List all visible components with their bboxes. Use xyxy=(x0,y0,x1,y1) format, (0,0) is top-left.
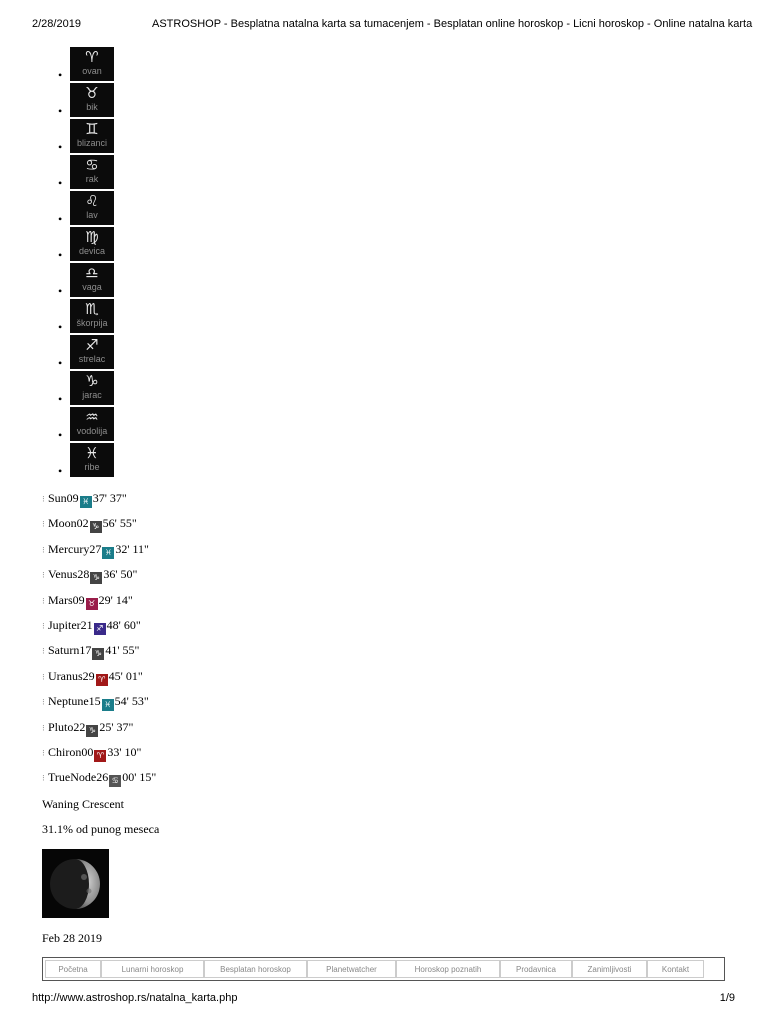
planet-row xyxy=(42,692,156,717)
planet-row xyxy=(42,743,156,768)
planet-degrees: 36' 50" xyxy=(103,567,138,582)
sign-icon: ♋ xyxy=(109,775,121,787)
planet-degrees: 45' 01" xyxy=(108,668,143,683)
moon-image xyxy=(42,849,109,918)
zodiac-link-strelac[interactable] xyxy=(70,335,114,369)
zodiac-link-vaga[interactable] xyxy=(70,263,114,297)
zodiac-label: bik xyxy=(86,102,98,112)
sign-icon: ♓ xyxy=(80,496,92,508)
planet-degrees: 29' 14" xyxy=(98,592,133,607)
zodiac-label: ovan xyxy=(82,66,102,76)
sign-icon: ♓ xyxy=(102,547,114,559)
planet-row xyxy=(42,540,156,565)
zodiac-label: ribe xyxy=(84,462,100,472)
planet-label: Chiron00 xyxy=(48,744,94,759)
planet-label: Mercury27 xyxy=(48,541,102,556)
planet-label: Venus28 xyxy=(48,567,90,582)
main-nav xyxy=(42,957,725,981)
taurus-icon: ♉ xyxy=(85,84,99,102)
nav-item[interactable]: Početna xyxy=(45,960,101,978)
print-footer xyxy=(0,988,768,1008)
zodiac-link-jarac[interactable] xyxy=(70,371,114,405)
sign-icon: ♑ xyxy=(90,521,102,533)
planet-row xyxy=(42,641,156,666)
sign-icon: ♐ xyxy=(94,623,106,635)
planet-image-placeholder-icon: ⁝ xyxy=(42,495,45,505)
planet-degrees: 00' 15" xyxy=(122,770,157,785)
zodiac-label: škorpija xyxy=(76,318,108,328)
page-url: http://www.astroshop.rs/natalna_karta.php xyxy=(32,992,238,1004)
libra-icon: ♎ xyxy=(85,264,99,282)
nav-item[interactable]: Planetwatcher xyxy=(307,960,396,978)
zodiac-link-ovan[interactable] xyxy=(70,47,114,81)
planet-row xyxy=(42,591,156,616)
planet-label: Jupiter21 xyxy=(48,617,93,632)
gemini-icon: ♊ xyxy=(85,120,99,138)
planet-image-placeholder-icon: ⁝ xyxy=(42,571,45,582)
pisces-icon: ♓ xyxy=(85,444,99,462)
moon-phase: Waning Crescent xyxy=(42,797,125,811)
planet-row xyxy=(42,667,156,692)
sign-icon: ♉ xyxy=(86,598,98,610)
planet-image-placeholder-icon: ⁝ xyxy=(42,520,45,531)
planet-image-placeholder-icon: ⁝ xyxy=(42,748,45,759)
sagittarius-icon: ♐ xyxy=(85,336,99,354)
planet-image-placeholder-icon: ⁝ xyxy=(42,698,45,709)
planet-degrees: 32' 11" xyxy=(115,541,149,556)
aries-icon: ♈ xyxy=(85,48,99,66)
planet-image-placeholder-icon: ⁝ xyxy=(42,621,45,632)
planet-image-placeholder-icon: ⁝ xyxy=(42,723,45,734)
scorpio-icon: ♏ xyxy=(85,300,99,318)
planet-label: Uranus29 xyxy=(48,668,95,683)
planet-degrees: 48' 60" xyxy=(106,617,141,632)
zodiac-link-škorpija[interactable] xyxy=(70,299,114,333)
planet-degrees: 25' 37" xyxy=(99,719,134,734)
planet-positions xyxy=(42,489,156,794)
zodiac-link-blizanci[interactable] xyxy=(70,119,114,153)
zodiac-link-lav[interactable] xyxy=(70,191,114,225)
zodiac-label: rak xyxy=(85,174,99,184)
page-title: ASTROSHOP - Besplatna natalna karta sa tumacenjem - Besplatan online horoskop - Licni horoskop - Online natalna karta xyxy=(152,18,753,30)
sign-icon: ♑ xyxy=(90,572,102,584)
zodiac-link-devica[interactable] xyxy=(70,227,114,261)
planet-row xyxy=(42,768,156,793)
zodiac-label: vaga xyxy=(82,282,102,292)
zodiac-label: strelac xyxy=(78,354,106,364)
planet-image-placeholder-icon: ⁝ xyxy=(42,596,45,607)
zodiac-label: devica xyxy=(78,246,105,256)
zodiac-link-rak[interactable] xyxy=(70,155,114,189)
planet-image-placeholder-icon: ⁝ xyxy=(42,672,45,683)
planet-row xyxy=(42,718,156,743)
planet-row xyxy=(42,514,156,539)
print-header xyxy=(0,0,768,40)
print-date: 2/28/2019 xyxy=(32,18,81,30)
leo-icon: ♌ xyxy=(85,192,99,210)
planet-degrees: 37' 37" xyxy=(92,491,127,505)
nav-item[interactable]: Besplatan horoskop xyxy=(204,960,307,978)
sign-icon: ♓ xyxy=(102,699,114,711)
planet-degrees: 54' 53" xyxy=(114,694,149,709)
planet-row xyxy=(42,489,156,514)
zodiac-link-ribe[interactable] xyxy=(70,443,114,477)
sign-icon: ♈ xyxy=(94,750,106,762)
zodiac-link-vodolija[interactable] xyxy=(70,407,114,441)
sign-icon: ♑ xyxy=(92,648,104,660)
nav-item[interactable]: Kontakt xyxy=(647,960,704,978)
zodiac-label: jarac xyxy=(82,390,102,400)
sign-icon: ♈ xyxy=(96,674,108,686)
nav-item[interactable]: Zanimljivosti xyxy=(572,960,647,978)
planet-degrees: 41' 55" xyxy=(105,643,140,658)
aquarius-icon: ♒ xyxy=(85,408,99,426)
zodiac-label: blizanci xyxy=(76,138,107,148)
planet-label: Moon02 xyxy=(48,516,89,531)
planet-row xyxy=(42,616,156,641)
planet-label: Pluto22 xyxy=(48,719,86,734)
planet-image-placeholder-icon: ⁝ xyxy=(42,647,45,658)
capricorn-icon: ♑ xyxy=(85,372,99,390)
planet-label: TrueNode26 xyxy=(48,770,109,785)
moon-percent: 31.1% od punog meseca xyxy=(42,822,160,836)
nav-item[interactable]: Lunarni horoskop xyxy=(101,960,204,978)
planet-label: Mars09 xyxy=(48,592,85,607)
planet-degrees: 33' 10" xyxy=(107,744,142,759)
nav-item[interactable]: Prodavnica xyxy=(500,960,572,978)
cancer-icon: ♋ xyxy=(85,156,99,174)
nav-item[interactable]: Horoskop poznatih xyxy=(396,960,500,978)
planet-image-placeholder-icon: ⁝ xyxy=(42,545,45,556)
planet-label: Sun09 xyxy=(48,491,79,505)
virgo-icon: ♍ xyxy=(85,228,99,246)
sign-icon: ♑ xyxy=(86,725,98,737)
zodiac-label: vodolija xyxy=(76,426,108,436)
planet-degrees: 56' 55" xyxy=(102,516,137,531)
planet-image-placeholder-icon: ⁝ xyxy=(42,774,45,785)
moon-date: Feb 28 2019 xyxy=(42,931,102,945)
zodiac-link-bik[interactable] xyxy=(70,83,114,117)
planet-label: Neptune15 xyxy=(48,694,101,709)
zodiac-label: lav xyxy=(86,210,98,220)
planet-label: Saturn17 xyxy=(48,643,92,658)
planet-row xyxy=(42,565,156,590)
page-number: 1/9 xyxy=(719,992,735,1004)
